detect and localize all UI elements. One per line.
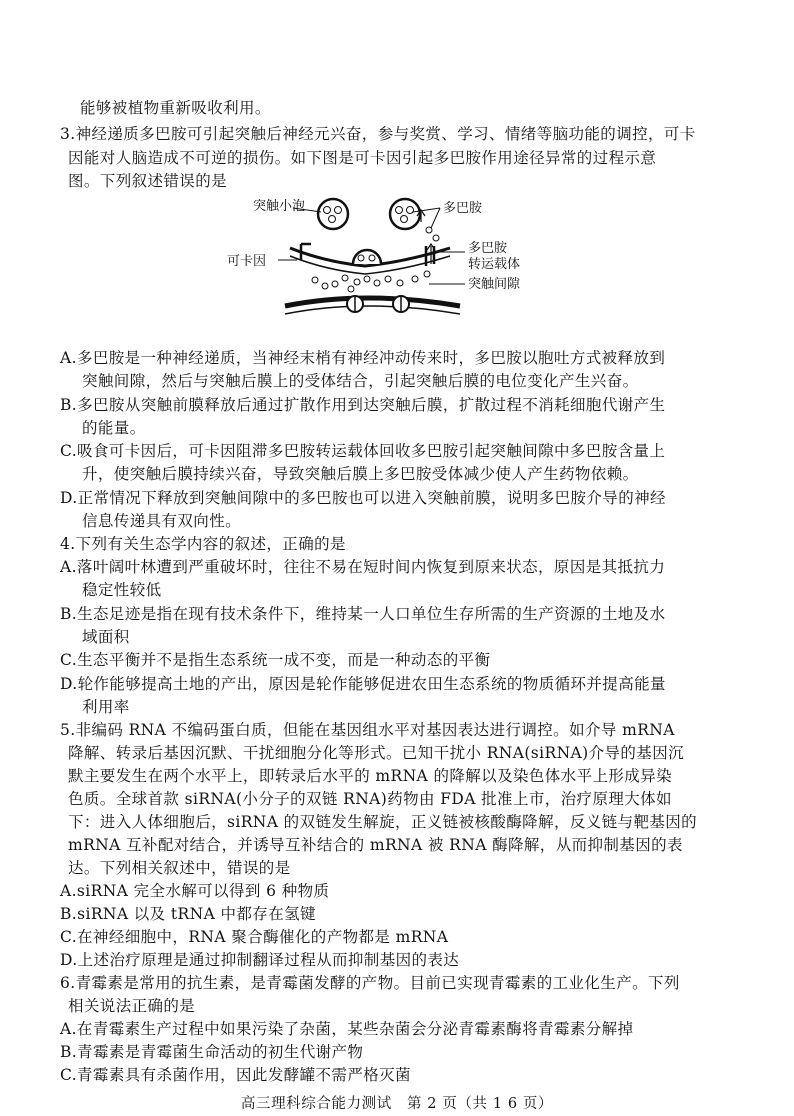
q3-option-a-cont: 突触间隙，然后与突触后膜上的受体结合，引起突触后膜的电位变化产生兴奋。 [82,372,639,390]
q3-option-a: A.多巴胺是一种神经递质，当神经末梢有神经冲动传来时，多巴胺以胞吐方式被释放到 [60,349,666,367]
synaptic-vesicle [390,199,420,229]
q6-stem-line: 相关说法正确的是 [68,997,196,1015]
leader-line [431,208,440,228]
postsynaptic-membrane [285,298,460,306]
q6-option-c: C.青霉素具有杀菌作用，因此发酵罐不需严格灭菌 [60,1066,411,1084]
label-cleft: 突触间隙 [468,277,521,292]
q5-option-c: C.在神经细胞中，RNA 聚合酶催化的产物都是 mRNA [60,928,449,946]
q3-option-b: B.多巴胺从突触前膜释放后通过扩散作用到达突触后膜，扩散过程不消耗细胞代谢产生 [60,396,666,414]
q3-option-c-cont: 升，使突触后膜持续兴奋，导致突触后膜上多巴胺受体减少使人产生药物依赖。 [82,465,639,483]
label-transporter-2: 转运载体 [468,257,521,272]
q3-option-d-cont: 信息传递具有双向性。 [82,512,242,530]
q5-option-b: B.siRNA 以及 tRNA 中都存在氢键 [60,905,316,923]
q4-option-b-cont: 域面积 [82,628,130,646]
q3-stem-line: 因能对人脑造成不可逆的损伤。如下图是可卡因引起多巴胺作用途径异常的过程示意 [68,149,657,167]
q6-stem-line: 6.青霉素是常用的抗生素，是青霉菌发酵的产物。目前已实现青霉素的工业化生产。下列 [60,974,680,992]
q4-option-d-cont: 利用率 [82,698,130,716]
q5-option-d: D.上述治疗原理是通过抑制翻译过程从而抑制基因的表达 [60,951,460,969]
q4-option-a-cont: 稳定性较低 [82,581,162,599]
q5-stem-line: 降解、转录后基因沉默、干扰细胞分化等形式。已知干扰小 RNA(siRNA)介导的基因沉 [68,744,684,762]
label-transporter-1: 多巴胺 [468,241,508,256]
postsynaptic-membrane-inner [285,306,460,314]
q3-stem-line: 3.神经递质多巴胺可引起突触后神经元兴奋，参与奖赏、学习、情绪等脑功能的调控，可卡 [60,125,696,143]
q5-option-a: A.siRNA 完全水解可以得到 6 种物质 [60,882,330,900]
q4-stem: 4.下列有关生态学内容的叙述，正确的是 [60,535,346,553]
q5-stem-line: mRNA 互补配对结合，并诱导互补结合的 mRNA 被 RNA 酶降解，从而抑制基因的表 [68,836,683,854]
q3-stem-line: 图。下列叙述错误的是 [68,172,228,190]
synaptic-vesicle [318,199,348,229]
q6-option-a: A.在青霉素生产过程中如果污染了杂菌，某些杂菌会分泌青霉素酶将青霉素分解掉 [60,1020,634,1038]
fusing-vesicle [353,250,381,264]
q5-stem-line: 达。下列相关叙述中，错误的是 [68,859,291,877]
label-cocaine: 可卡因 [227,254,267,269]
q4-option-a: A.落叶阔叶林遭到严重破坏时，往往不易在短时间内恢复到原来状态，原因是其抵抗力 [60,558,666,576]
q5-stem-line: 色质。全球首款 siRNA(小分子的双链 RNA)药物由 FDA 批准上市，治疗原理大体如 [68,790,672,808]
q4-option-c: C.生态平衡并不是指生态系统一成不变，而是一种动态的平衡 [60,651,491,669]
q6-option-b: B.青霉素是青霉菌生命活动的初生代谢产物 [60,1043,364,1061]
synapse-diagram [215,186,535,334]
dopamine-receptor [347,296,363,312]
label-vesicle: 突触小泡 [253,199,306,214]
q3-option-d: D.正常情况下释放到突触间隙中的多巴胺也可以进入突触前膜，说明多巴胺介导的神经 [60,489,666,507]
q4-option-d: D.轮作能够提高土地的产出，原因是轮作能够促进农田生态系统的物质循环并提高能量 [60,675,666,693]
page-footer: 高三理科综合能力测试 第 2 页（共 1 6 页） [240,1096,554,1112]
q4-option-b: B.生态足迹是指在现有技术条件下，维持某一人口单位生存所需的生产资源的土地及水 [60,605,666,623]
label-dopamine: 多巴胺 [443,201,483,216]
q3-option-b-cont: 的能量。 [82,419,146,437]
q5-stem-line: 5.非编码 RNA 不编码蛋白质，但能在基因组水平对基因表达进行调控。如介导 mRNA [60,721,675,739]
q3-option-c: C.吸食可卡因后，可卡因阻滞多巴胺转运载体回收多巴胺引起突触间隙中多巴胺含量上 [60,442,666,460]
q5-stem-line: 下：进入人体细胞后，siRNA 的双链发生解旋，正义链被核酸酶降解，反义链与靶基因的 [68,813,698,831]
q5-stem-line: 默主要发生在两个水平上，即转录后水平的 mRNA 的降解以及染色体水平上形成异染 [68,767,672,785]
intro-line: 能够被植物重新吸收利用。 [80,99,271,117]
dopamine-receptor [393,296,409,312]
